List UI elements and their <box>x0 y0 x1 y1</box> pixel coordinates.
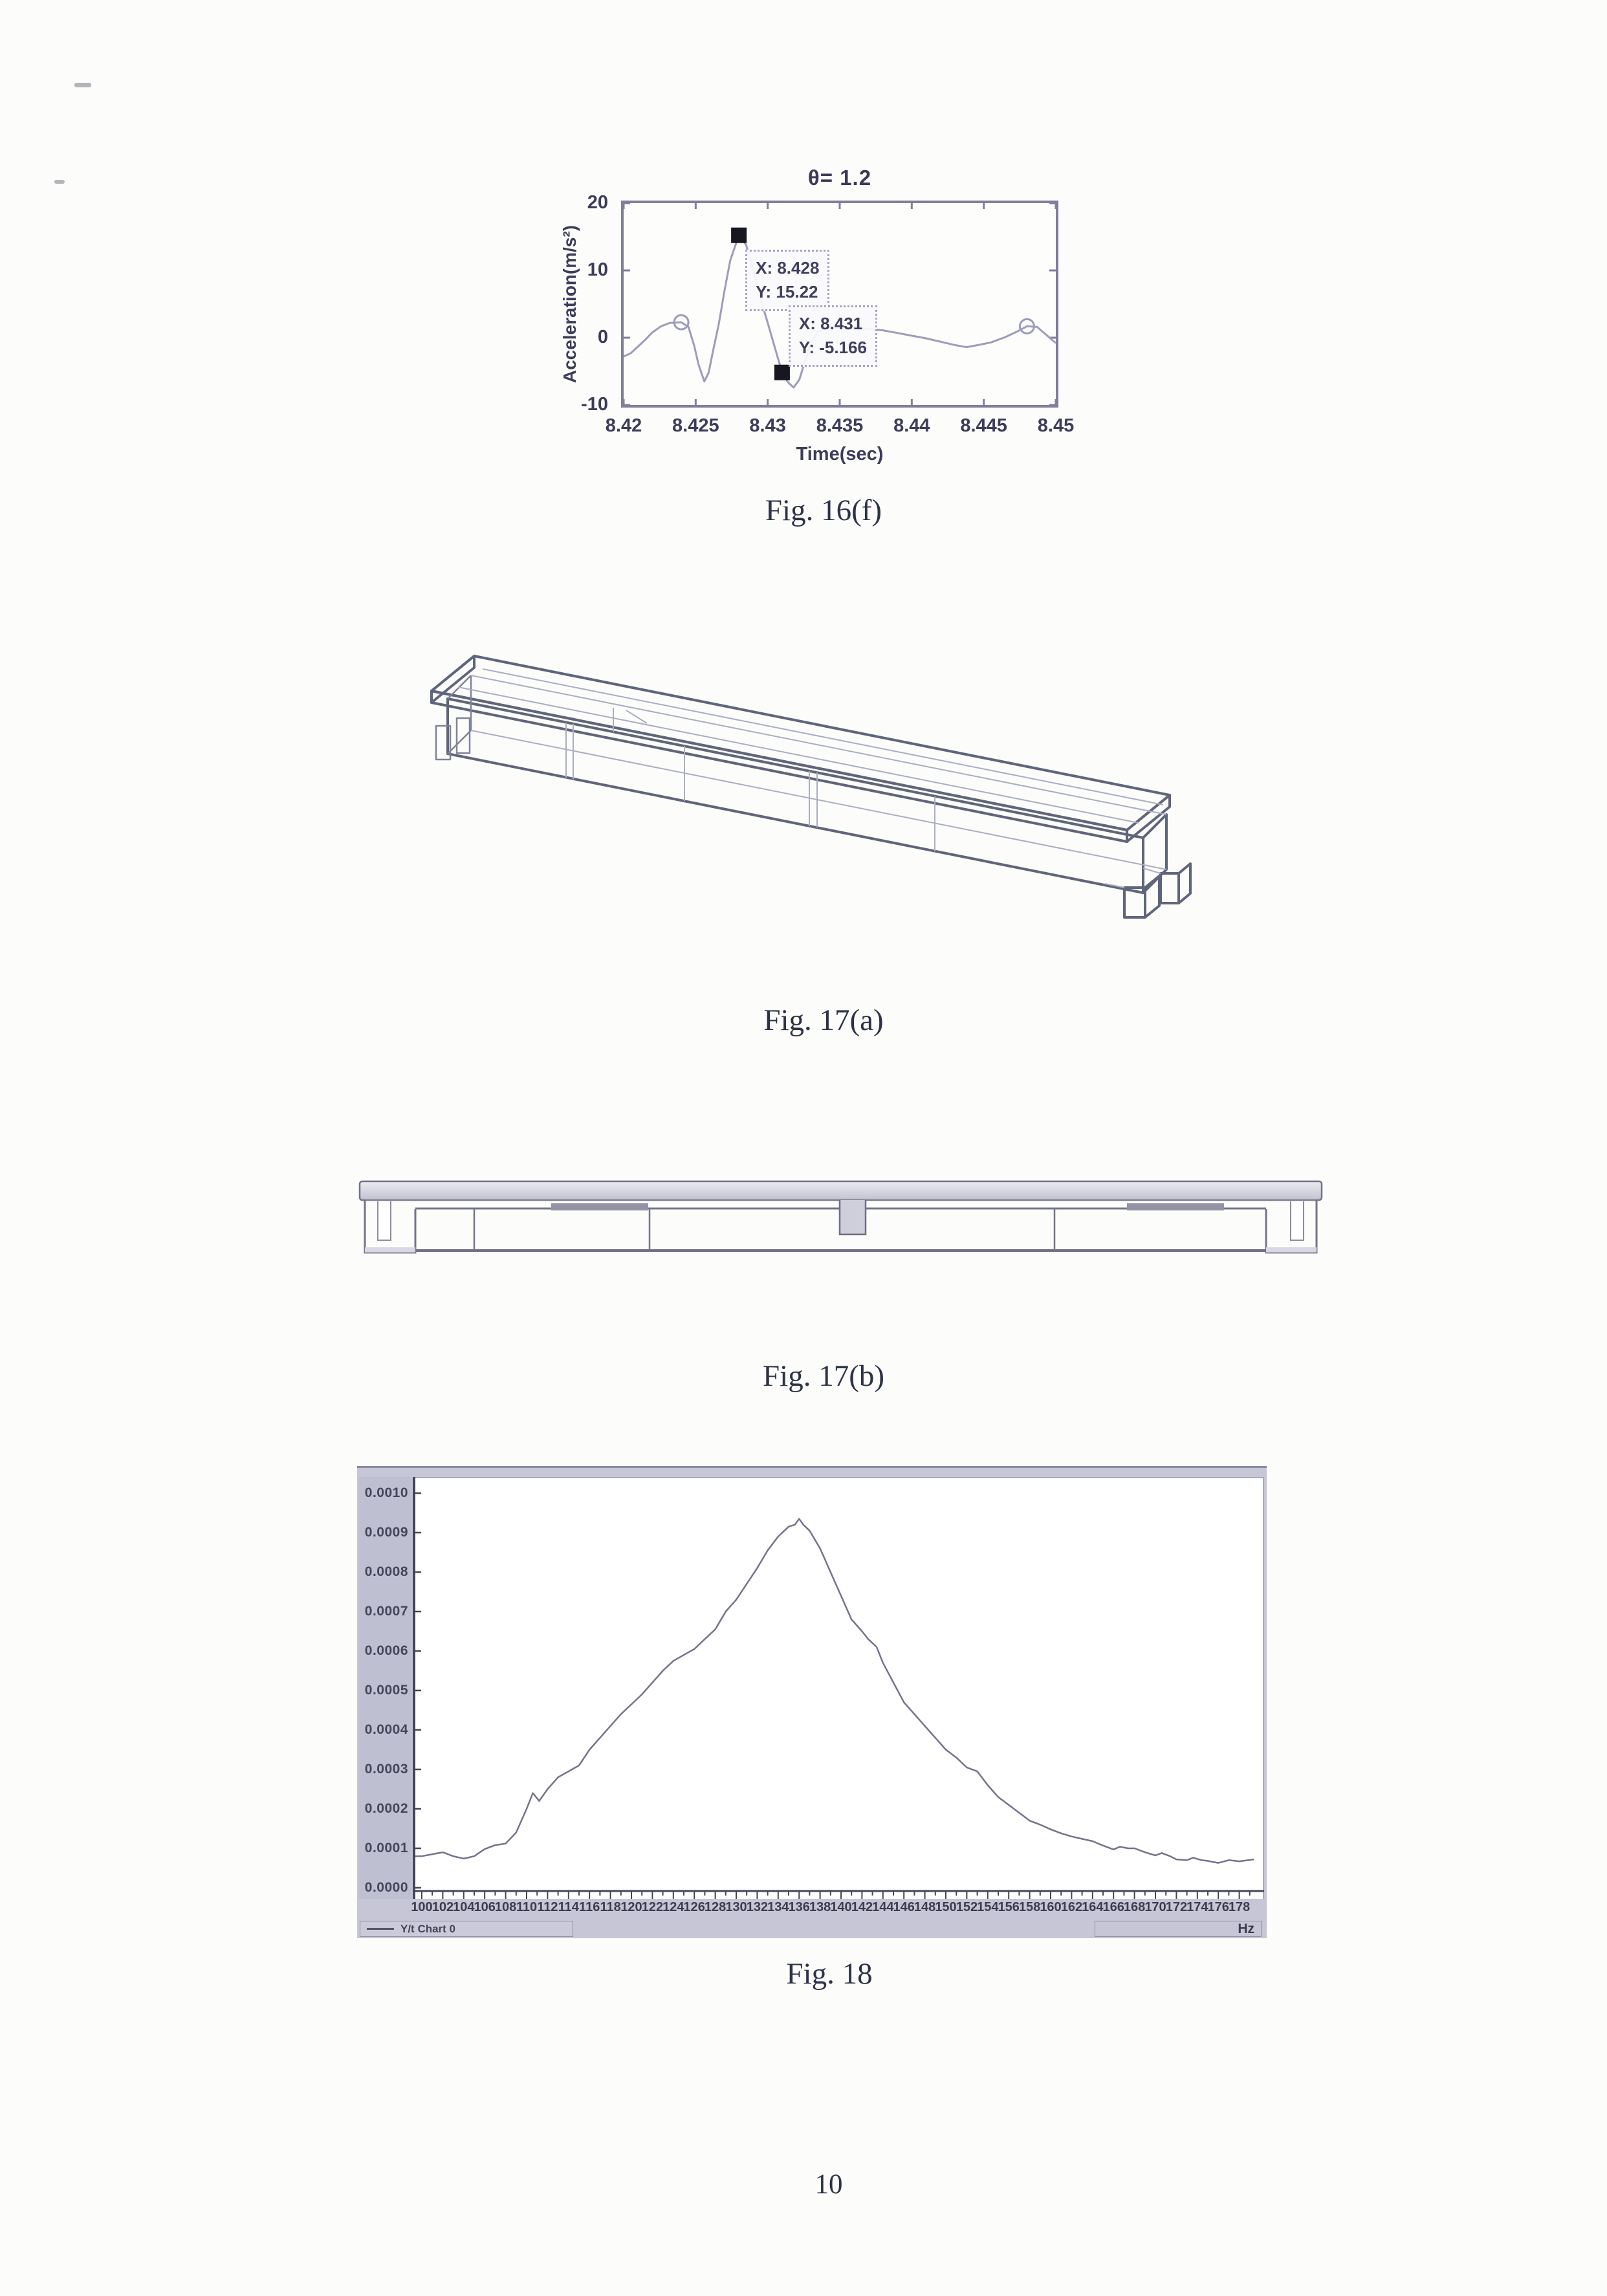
x-tick-label: 176 <box>1207 1900 1229 1914</box>
x-tick-label: 8.45 <box>1037 415 1075 436</box>
datatip-line: X: 8.431 <box>798 313 863 333</box>
x-tick-label: 166 <box>1102 1900 1124 1914</box>
y-tick-label: 0.0003 <box>364 1762 408 1777</box>
x-tick-label: 128 <box>704 1900 727 1914</box>
fig17a-caption: Fig. 17(a) <box>763 1003 884 1037</box>
fig18-x-unit-label: Hz <box>1095 1921 1262 1937</box>
x-tick-label: 8.445 <box>960 415 1007 436</box>
x-tick-label: 142 <box>851 1900 873 1914</box>
y-tick-label: 0.0007 <box>364 1604 408 1619</box>
y-tick-label: 0.0001 <box>364 1841 408 1855</box>
legend-series-label: Y/t Chart 0 <box>400 1922 456 1935</box>
x-tick-label: 136 <box>788 1900 810 1914</box>
fig16f-chart-title: θ= 1.2 <box>807 166 872 190</box>
x-tick-label: 102 <box>432 1900 454 1914</box>
y-tick-label: 0.0009 <box>364 1525 408 1540</box>
fig16f-curve <box>624 235 1056 388</box>
x-tick-label: 134 <box>767 1900 789 1914</box>
x-tick-label: 152 <box>956 1900 978 1914</box>
x-tick-label: 114 <box>558 1900 579 1914</box>
x-tick-label: 8.425 <box>672 415 719 436</box>
x-tick-label: 178 <box>1228 1900 1251 1914</box>
fig18-caption: Fig. 18 <box>786 1957 873 1991</box>
y-tick-label: 10 <box>587 259 608 280</box>
y-tick-label: -10 <box>581 394 608 415</box>
x-tick-label: 168 <box>1123 1900 1146 1914</box>
x-tick-label: 132 <box>746 1900 769 1914</box>
x-tick-label: 126 <box>683 1900 705 1914</box>
y-tick-label: 0.0006 <box>364 1643 408 1658</box>
x-tick-label: 162 <box>1060 1900 1083 1914</box>
scan-artifact-dash <box>74 83 91 87</box>
x-tick-label: 8.42 <box>605 415 642 436</box>
x-tick-label: 140 <box>830 1900 852 1914</box>
scan-artifact-dash <box>54 180 65 184</box>
x-tick-label: 122 <box>641 1900 664 1914</box>
x-tick-label: 154 <box>977 1900 999 1914</box>
y-tick-label: 20 <box>587 192 608 213</box>
x-tick-label: 118 <box>600 1900 621 1914</box>
x-tick-label: 146 <box>893 1900 915 1914</box>
page-number: 10 <box>814 2169 843 2200</box>
x-tick-label: 110 <box>516 1900 538 1914</box>
fig16f-plot-svg <box>624 203 1056 405</box>
x-tick-label: 116 <box>579 1900 600 1914</box>
x-tick-label: 150 <box>935 1900 957 1914</box>
datatip-line: Y: -5.166 <box>798 338 867 358</box>
legend-line-sample <box>367 1928 394 1930</box>
fig18-legend <box>360 1921 573 1937</box>
y-tick-label: 0.0005 <box>364 1683 408 1698</box>
y-tick-label: 0 <box>597 327 608 347</box>
fig18-x-tick-labels <box>411 1900 1264 1918</box>
x-tick-label: 144 <box>872 1900 894 1914</box>
x-tick-label: 106 <box>474 1900 496 1914</box>
x-tick-label: 104 <box>453 1900 475 1914</box>
x-tick-label: 112 <box>537 1900 558 1914</box>
datatip-line: Y: 15.22 <box>756 282 818 302</box>
x-tick-label: 148 <box>913 1900 936 1914</box>
fig18-curve <box>415 1519 1254 1863</box>
fig17b-side-elevation-drawing <box>357 1179 1324 1260</box>
datatip-line: X: 8.428 <box>756 257 820 278</box>
x-tick-label: 8.44 <box>893 415 930 436</box>
fig16f-y-axis-label: Acceleration(m/s²) <box>560 224 580 384</box>
y-tick-label: 0.0004 <box>364 1722 408 1737</box>
fig17b-caption: Fig. 17(b) <box>763 1359 884 1393</box>
x-tick-label: 100 <box>411 1900 433 1914</box>
square-marker <box>731 228 747 243</box>
y-tick-label: 0.0008 <box>364 1564 408 1579</box>
fig18-plot-svg <box>415 1477 1264 1899</box>
fig16f-chart <box>556 163 1080 467</box>
fig16f-caption: Fig. 16(f) <box>765 494 882 527</box>
x-tick-label: 158 <box>1018 1900 1041 1914</box>
x-tick-label: 170 <box>1144 1900 1166 1914</box>
fig18-plot-area <box>413 1477 1264 1899</box>
fig16f-y-tick-labels <box>556 192 615 415</box>
x-tick-label: 172 <box>1165 1900 1188 1914</box>
fig16f-x-tick-labels <box>605 415 1075 439</box>
fig18-y-tick-labels <box>358 1477 411 1899</box>
fig16f-plot-area <box>621 201 1058 408</box>
fig16f-x-axis-label: Time(sec) <box>796 444 884 465</box>
x-tick-label: 156 <box>998 1900 1020 1914</box>
x-tick-label: 8.43 <box>749 415 786 436</box>
x-tick-label: 8.435 <box>816 415 864 436</box>
x-tick-label: 174 <box>1186 1900 1208 1914</box>
y-tick-label: 0.0000 <box>364 1880 408 1895</box>
x-tick-label: 124 <box>662 1900 684 1914</box>
y-tick-label: 0.0002 <box>364 1801 408 1816</box>
x-tick-label: 108 <box>494 1900 517 1914</box>
square-marker <box>774 365 790 380</box>
x-tick-label: 164 <box>1082 1900 1104 1914</box>
y-tick-label: 0.0010 <box>364 1485 408 1500</box>
x-tick-label: 120 <box>620 1900 642 1914</box>
x-tick-label: 160 <box>1040 1900 1062 1914</box>
fig18-chart-window <box>357 1466 1267 1938</box>
x-tick-label: 138 <box>809 1900 831 1914</box>
x-tick-label: 130 <box>725 1900 747 1914</box>
fig17a-isometric-wireframe-drawing <box>419 635 1225 928</box>
